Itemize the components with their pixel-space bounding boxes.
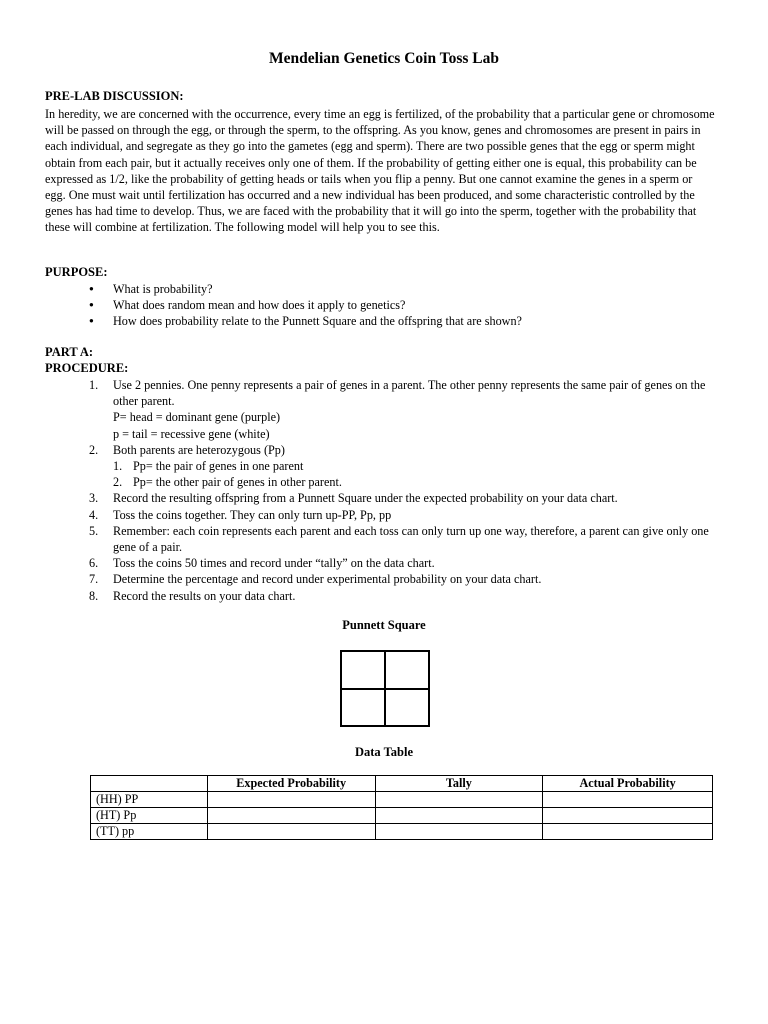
table-header-row [91, 776, 713, 792]
step-number: 8. [89, 588, 99, 603]
punnett-square [340, 650, 430, 727]
purpose-list [45, 281, 522, 330]
substep-text: Pp= the other pair of genes in other parent. [133, 475, 342, 490]
step-number: 6. [89, 556, 99, 571]
step-text: Both parents are heterozygous (Pp) [113, 442, 285, 457]
punnett-cell [341, 651, 385, 689]
row-label: (TT) pp [91, 824, 208, 840]
substep-number: 2. [113, 475, 123, 490]
step-number: 3. [89, 491, 99, 506]
substep-text: Pp= the pair of genes in one parent [133, 459, 304, 474]
row-label: (HT) Pp [91, 808, 208, 824]
purpose-item: ● How does probability relate to the Punnett Square and the offspring that are shown? [45, 313, 522, 329]
gene-definition: P= head = dominant gene (purple) [113, 410, 281, 425]
table-header-cell [91, 776, 208, 792]
tally-cell[interactable] [375, 792, 543, 808]
step-text: Determine the percentage and record under experimental probability on your data chart. [113, 572, 542, 587]
procedure-substep [45, 474, 725, 490]
step-number: 2. [89, 442, 99, 457]
tally-cell[interactable] [375, 824, 543, 840]
step-text: Toss the coins together. They can only turn up-PP, Pp, pp [113, 507, 392, 522]
step-text: Toss the coins 50 times and record under “tally” on the data chart. [113, 556, 435, 571]
step-text: Remember: each coin represents each parent and each toss can only turn up one way, therefore, a parent can give only one gene of a pair. [113, 523, 709, 555]
substep-number: 1. [113, 459, 123, 474]
data-table-caption: Data Table [354, 745, 413, 759]
procedure-heading: PROCEDURE: [45, 361, 129, 375]
punnett-cell [385, 651, 429, 689]
procedure-step [45, 507, 725, 523]
expected-probability-cell[interactable] [207, 824, 375, 840]
procedure-step [45, 490, 725, 506]
step-text: Use 2 pennies. One penny represents a pair of genes in a parent. The other penny represents the same pair of genes on the other parent. [113, 378, 706, 409]
procedure-step [45, 555, 725, 571]
part-a-heading: PART A: [45, 345, 94, 359]
data-table [90, 775, 713, 840]
table-header-cell: Tally [375, 776, 543, 792]
expected-probability-cell[interactable] [207, 808, 375, 824]
row-label: (HH) PP [91, 792, 208, 808]
punnett-cell [341, 689, 385, 727]
table-row [91, 808, 713, 824]
step-number: 4. [89, 507, 99, 522]
procedure-step [45, 588, 725, 604]
step-text: Record the results on your data chart. [113, 588, 296, 603]
actual-probability-cell[interactable] [543, 824, 713, 840]
step-number: 7. [89, 572, 99, 587]
procedure-step [45, 571, 725, 587]
procedure-step [45, 377, 725, 409]
actual-probability-cell[interactable] [543, 808, 713, 824]
tally-cell[interactable] [375, 808, 543, 824]
table-header-cell: Expected Probability [207, 776, 375, 792]
step-text: Record the resulting offspring from a Punnett Square under the expected probability on your data chart. [113, 491, 618, 506]
page-title: Mendelian Genetics Coin Toss Lab [269, 50, 499, 67]
purpose-heading: PURPOSE: [45, 265, 108, 279]
step-number: 5. [89, 523, 99, 538]
table-row [91, 792, 713, 808]
prelab-heading: PRE-LAB DISCUSSION: [45, 89, 184, 103]
purpose-item: ● What does random mean and how does it apply to genetics? [45, 297, 522, 313]
actual-probability-cell[interactable] [543, 792, 713, 808]
punnett-cell [385, 689, 429, 727]
punnett-square-caption: Punnett Square [342, 618, 426, 632]
procedure-substep [45, 458, 725, 474]
procedure-steps [45, 377, 725, 604]
table-header-cell: Actual Probability [543, 776, 713, 792]
procedure-step [45, 523, 725, 555]
table-row [91, 824, 713, 840]
expected-probability-cell[interactable] [207, 792, 375, 808]
purpose-item: ● What is probability? [45, 281, 522, 297]
procedure-step [45, 442, 725, 458]
gene-definition: p = tail = recessive gene (white) [113, 426, 270, 441]
prelab-text: In heredity, we are concerned with the occurrence, every time an egg is fertilized, of the probability that a particular gene or chromosome will be passed on through the egg, or through the sperm, to the offspring. As you know, genes and chromosomes are present in pairs in each individual, and segregate as they go into the gametes (egg and sperm). There are two possible genes that the egg or sperm might obtain from each pair, but it actually receives only one of them. If the probability of getting either one is equal, this probability can be expressed as 1/2, like the probability of getting heads or tails when you flip a penny. But one cannot examine the genes in a sperm or egg. One must wait until fertilization has occurred and a new individual has been produced, and some characteristic controlled by the genes has had time to develop. Thus, we are faced with the probability that it will go into the sperm, together with the probability that these will combine at fertilization. The following model will help you to see this. [45, 107, 715, 235]
step-number: 1. [89, 378, 99, 392]
